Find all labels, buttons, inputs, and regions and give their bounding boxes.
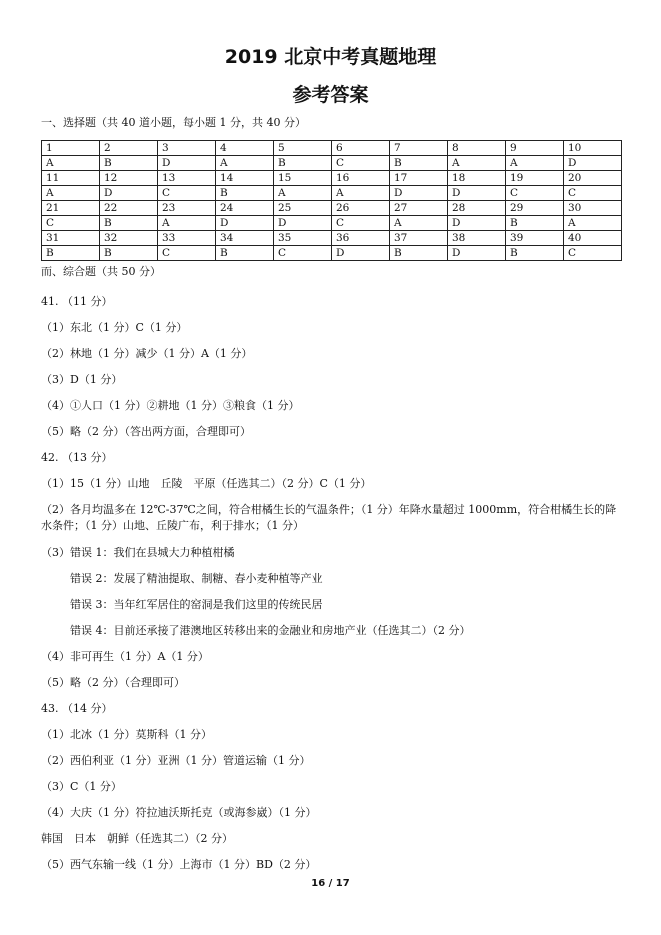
question-number-cell: 21 <box>42 201 100 216</box>
answer-cell: D <box>332 246 390 261</box>
answer-cell: B <box>216 246 274 261</box>
answer-cell: B <box>390 246 448 261</box>
q42-error-2: 错误 2：发展了精油提取、制糖、春小麦种植等产业 <box>70 572 323 585</box>
answer-cell: D <box>448 186 506 201</box>
answer-table <box>41 140 622 261</box>
answer-cell: B <box>100 246 158 261</box>
q43-answer-4-extra: 韩国 日本 朝鲜（任选其二）（2 分） <box>41 832 233 845</box>
answer-row <box>42 156 622 171</box>
answer-cell: A <box>216 156 274 171</box>
question-number-cell: 31 <box>42 231 100 246</box>
q42-answer-5: （5）略（2 分）（合理即可） <box>41 676 185 689</box>
question-number-cell: 26 <box>332 201 390 216</box>
answer-cell: A <box>274 186 332 201</box>
question-number-cell: 35 <box>274 231 332 246</box>
q42-heading: 42. （13 分） <box>41 451 113 464</box>
question-number-cell: 29 <box>506 201 564 216</box>
q42-answer-3: （3）错误 1：我们在县城大力种植柑橘 <box>41 546 235 559</box>
q42-answer-1: （1）15（1 分）山地 丘陵 平原（任选其二）（2 分）C（1 分） <box>41 477 372 490</box>
answer-cell: B <box>216 186 274 201</box>
answer-cell: A <box>42 156 100 171</box>
question-number-row <box>42 141 622 156</box>
answer-cell: D <box>158 156 216 171</box>
answer-cell: A <box>158 216 216 231</box>
page-title: 2019 北京中考真题地理 <box>224 46 437 68</box>
answer-cell: D <box>274 216 332 231</box>
q42-error-3: 错误 3：当年红军居住的窑洞是我们这里的传统民居 <box>70 598 323 611</box>
q41-answer-4: （4）①人口（1 分）②耕地（1 分）③粮食（1 分） <box>41 399 300 412</box>
q42-answer-2: （2）各月均温多在 12℃-37℃之间，符合柑橘生长的气温条件；（1 分）年降水量超过 1000mm，符合柑橘生长的降水条件；（1 分）山地、丘陵广布，利于排水；（1 分） <box>41 503 617 532</box>
question-number-cell: 24 <box>216 201 274 216</box>
question-number-cell: 32 <box>100 231 158 246</box>
question-number-cell: 17 <box>390 171 448 186</box>
answer-row <box>42 186 622 201</box>
page-subtitle: 参考答案 <box>292 84 369 106</box>
answer-cell: A <box>42 186 100 201</box>
q41-answer-1: （1）东北（1 分）C（1 分） <box>41 321 188 334</box>
question-number-cell: 9 <box>506 141 564 156</box>
question-number-cell: 15 <box>274 171 332 186</box>
question-number-cell: 3 <box>158 141 216 156</box>
answer-cell: D <box>448 216 506 231</box>
answer-cell: C <box>274 246 332 261</box>
answer-cell: C <box>564 186 622 201</box>
q41-heading: 41. （11 分） <box>41 295 113 308</box>
answer-cell: A <box>564 216 622 231</box>
question-number-cell: 8 <box>448 141 506 156</box>
question-number-cell: 2 <box>100 141 158 156</box>
question-number-cell: 12 <box>100 171 158 186</box>
answer-cell: C <box>506 186 564 201</box>
answer-cell: D <box>100 186 158 201</box>
question-number-cell: 18 <box>448 171 506 186</box>
question-number-cell: 20 <box>564 171 622 186</box>
answer-cell: A <box>390 216 448 231</box>
q43-answer-3: （3）C（1 分） <box>41 780 122 793</box>
answer-cell: C <box>332 216 390 231</box>
question-number-cell: 30 <box>564 201 622 216</box>
question-number-cell: 22 <box>100 201 158 216</box>
q41-answer-5: （5）略（2 分）（答出两方面，合理即可） <box>41 425 251 438</box>
q41-answer-3: （3）D（1 分） <box>41 373 123 386</box>
question-number-cell: 25 <box>274 201 332 216</box>
answer-cell: A <box>506 156 564 171</box>
answer-cell: B <box>100 216 158 231</box>
question-number-cell: 7 <box>390 141 448 156</box>
answer-cell: D <box>448 246 506 261</box>
section-heading-comprehensive: 而、综合题（共 50 分） <box>41 265 161 278</box>
question-number-cell: 11 <box>42 171 100 186</box>
question-number-cell: 5 <box>274 141 332 156</box>
answer-cell: D <box>390 186 448 201</box>
q43-answer-1: （1）北冰（1 分）莫斯科（1 分） <box>41 728 212 741</box>
question-number-cell: 19 <box>506 171 564 186</box>
question-number-row <box>42 231 622 246</box>
question-number-cell: 13 <box>158 171 216 186</box>
question-number-cell: 6 <box>332 141 390 156</box>
answer-cell: B <box>100 156 158 171</box>
question-number-cell: 27 <box>390 201 448 216</box>
answer-cell: D <box>216 216 274 231</box>
question-number-cell: 23 <box>158 201 216 216</box>
question-number-cell: 37 <box>390 231 448 246</box>
answer-cell: B <box>506 216 564 231</box>
q42-answer-4: （4）非可再生（1 分）A（1 分） <box>41 650 209 663</box>
question-number-row <box>42 201 622 216</box>
answer-cell: C <box>332 156 390 171</box>
q42-error-4: 错误 4：目前还承接了港澳地区转移出来的金融业和房地产业（任选其二）（2 分） <box>70 624 471 637</box>
answer-cell: B <box>506 246 564 261</box>
question-number-cell: 1 <box>42 141 100 156</box>
question-number-row <box>42 171 622 186</box>
question-number-cell: 28 <box>448 201 506 216</box>
answer-cell: B <box>42 246 100 261</box>
answer-row <box>42 246 622 261</box>
question-number-cell: 14 <box>216 171 274 186</box>
answer-cell: B <box>274 156 332 171</box>
answer-cell: A <box>332 186 390 201</box>
q43-heading: 43. （14 分） <box>41 702 113 715</box>
answer-cell: C <box>42 216 100 231</box>
question-number-cell: 36 <box>332 231 390 246</box>
answer-cell: D <box>564 156 622 171</box>
question-number-cell: 40 <box>564 231 622 246</box>
q43-answer-5: （5）西气东输一线（1 分）上海市（1 分）BD（2 分） <box>41 858 317 871</box>
page-number: 16 / 17 <box>311 878 350 889</box>
q43-answer-4: （4）大庆（1 分）符拉迪沃斯托克（或海参崴）（1 分） <box>41 806 317 819</box>
q43-answer-2: （2）西伯利亚（1 分）亚洲（1 分）管道运输（1 分） <box>41 754 311 767</box>
question-number-cell: 33 <box>158 231 216 246</box>
question-number-cell: 39 <box>506 231 564 246</box>
answer-cell: C <box>564 246 622 261</box>
q41-answer-2: （2）林地（1 分）减少（1 分）A（1 分） <box>41 347 253 360</box>
answer-cell: A <box>448 156 506 171</box>
question-number-cell: 38 <box>448 231 506 246</box>
question-number-cell: 10 <box>564 141 622 156</box>
question-number-cell: 16 <box>332 171 390 186</box>
question-number-cell: 34 <box>216 231 274 246</box>
answer-cell: B <box>390 156 448 171</box>
section-heading-choice: 一、选择题（共 40 道小题，每小题 1 分，共 40 分） <box>41 116 306 129</box>
answer-cell: C <box>158 186 216 201</box>
answer-row <box>42 216 622 231</box>
question-number-cell: 4 <box>216 141 274 156</box>
answer-cell: C <box>158 246 216 261</box>
